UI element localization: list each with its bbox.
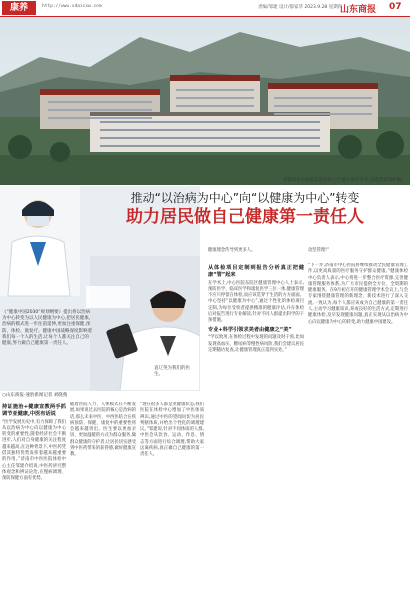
- headline: [80, 190, 410, 228]
- column-3-text: “现在很多人都是亚健康状态,我们医院在体检中心增加了中医体质辨识,通过中医的望闻问切为居民判断体质,并给出个性化的调理建议。”邹建说,针对不同体质的人群,中医会从饮食、运动、作息、情志等方面进行综合调理,帮助大家远离疾病,真正做自己健康的第一责任人。: [140, 402, 204, 458]
- column-4-text-b: “学以致用,在体检过程中发现的问题及时干预,比如发现高血压、糖尿病等慢性病风险,我们会建议居民定期随访复查,让健康管理真正落到实处。”: [208, 335, 304, 354]
- article-column-1: [2, 402, 66, 602]
- byline: ○山东商报·速豹新闻记者 刘晓燕: [2, 393, 68, 398]
- paper-name: 山东商报: [340, 5, 377, 15]
- headline-line-2: 助力居民做自己健康第一责任人: [126, 207, 364, 227]
- column-1-text: “医学发展历史中,有力保障了我们从以治病为中心向以健康为中心转变的重要性,随着经济社会不断进步,人们对自身健康的关注程度越来越高,在这种背景下,中医药凭借其独特优势发挥着越来越重要的作用。”济南市中医医院体检中心主任邹建介绍说,中医药讲究整体观念和辨证论治,在慢病调理、预防保健方面有优势。: [2, 419, 66, 482]
- subheading-3: 专业+科学引领求美者由健康之“美”: [208, 326, 292, 333]
- article-column-2: [70, 402, 136, 602]
- doctor-caption: 袁辽英为我们的医生。: [154, 366, 190, 377]
- column-5-text: “下一步,济南市中心医院将继续推动全民健康管理工作,以更高质量的医疗服务守护群众健康。”健康体检中心负责人表示,中心将进一步整合医疗资源,完善健康管理服务体系,为广大市民提供全方位、全周期的健康服务。在9月初召开的健康管理学术会议上,与会专家围绕健康管理的新理念、新技术进行了深入交流,一致认为,每个人都应该成为自己健康的第一责任人,主动学习健康知识,养成良好的生活方式,定期进行健康体检,及早发现健康问题,真正实现从以治病为中心向以健康为中心的转变,助力健康中国建设。: [308, 263, 408, 325]
- column-2-text: 随着医院人力、人体模式在不断发展,如果说过去医院的核心是治病的话,那么未来中医、中西医结合在疾病预防、保健、康复中的重要性将会越来越突出。医生要以更加亲切、更加温暖的方式为群众服务,做群众健康的守护者,让居民切实感受到中医药带来的获得感,做好健康宣教。: [70, 402, 136, 458]
- col4-lead: 健康理念传导到更多人。: [208, 248, 256, 253]
- page-header: [0, 0, 410, 17]
- col5-lead: 攻坚管理!”: [308, 248, 330, 253]
- subheading-1: 持证施治+健康宣教两手抓调节亚健康,中医有话说: [2, 404, 66, 417]
- column-4-text: 在学术上,中心医院东院区健康管理中心人士表示,预防医学、临床医学和康复医学三位一体,健康管理不应只停留在体检,而应该贯穿于生活的方方面面。中心坚持“以健康为中心”,通过个性化的体检项目定制,为每位受检者提供精准的健康评估,并在体检后对报告进行专业解读,针对不同人群提出科学的干预措施。: [208, 280, 304, 324]
- top-photo-caption: 济南市中心医院东院区助力于提升诊疗水平,为患者保驾护航。: [283, 178, 406, 183]
- hospital-aerial-photo: [0, 17, 410, 185]
- article-column-4: [208, 263, 304, 602]
- page-number: 07: [389, 2, 402, 12]
- subheading-2: 从体检项目定制到报告分析真正把健康“管”起来: [208, 265, 304, 278]
- article-column-3: [140, 402, 204, 602]
- website-url[interactable]: http://www.sdaicxw.com: [42, 4, 102, 9]
- issue-meta: 责编/邹建 设计/郁家华 2023.9.28 星期四: [258, 5, 343, 10]
- intro-quote: 《“健康中国2030”规划纲要》提出将以治病为中心转变为以人民健康为中心,把居民健康,治病的模式进一步往前延伸,更加注重保健,预防、体检、康复疗。健康中国战略深度影响着我们每一个人的生活,让每个人都关注自己的健康,努力做自己健康第一责任人。: [2, 310, 92, 347]
- article-column-5: [308, 263, 408, 602]
- section-name: 康养: [2, 1, 36, 15]
- headline-line-1: 推动“以治病为中心”向“以健康为中心”转变: [130, 191, 360, 205]
